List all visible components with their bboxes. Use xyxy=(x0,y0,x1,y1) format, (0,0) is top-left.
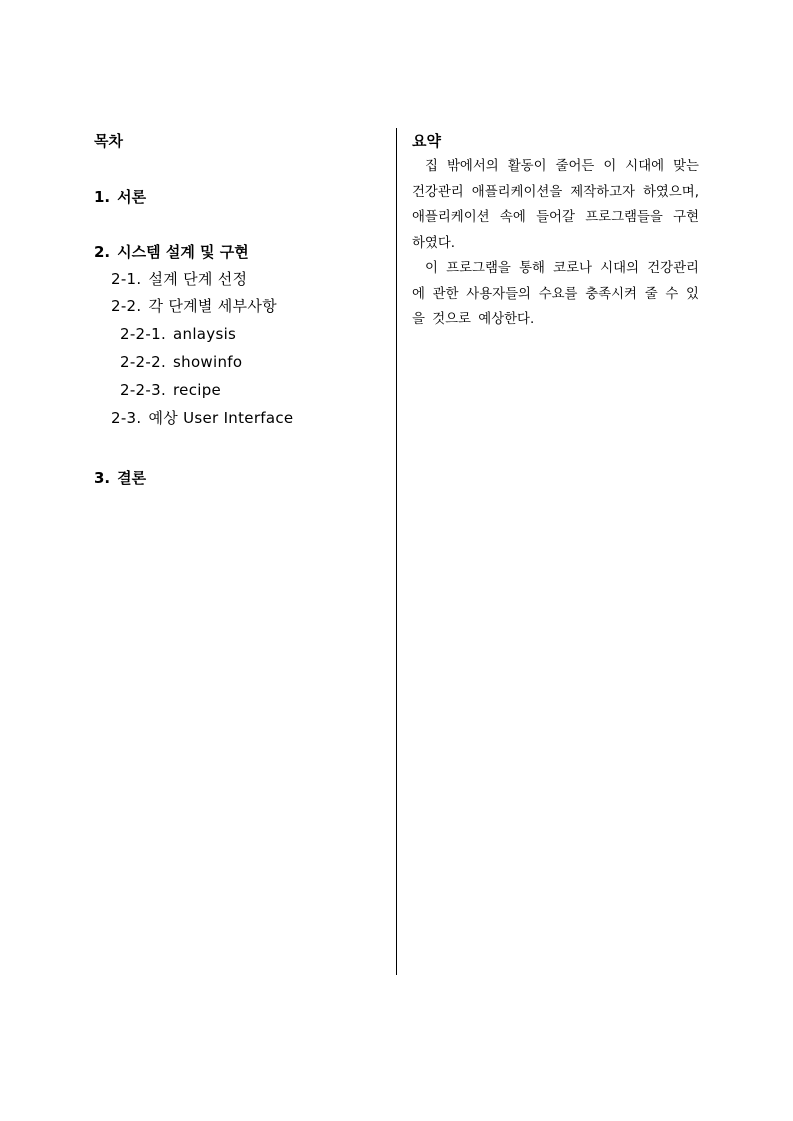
toc-section-introduction[interactable] xyxy=(94,184,146,210)
toc-subsection-label: 설계 단계 선정 xyxy=(148,270,248,288)
toc-section-system-design[interactable] xyxy=(94,239,249,265)
toc-section-label: 서론 xyxy=(117,188,147,206)
toc-subsection-label: anlaysis xyxy=(173,325,237,343)
toc-subsection-recipe[interactable] xyxy=(120,377,221,404)
toc-section-conclusion[interactable] xyxy=(94,465,146,491)
toc-subsection-number: 2-3. xyxy=(111,409,142,427)
table-of-contents xyxy=(94,128,384,487)
toc-subsection-number: 2-1. xyxy=(111,270,142,288)
toc-subsection-analysis[interactable] xyxy=(120,321,236,348)
toc-subsection-label: 각 단계별 세부사항 xyxy=(148,297,277,315)
toc-subsection-stage-details[interactable] xyxy=(111,293,277,320)
toc-subsection-number: 2-2-3. xyxy=(120,381,167,399)
toc-subsection-label: recipe xyxy=(173,381,222,399)
toc-section-number: 2. xyxy=(94,243,111,261)
toc-subsection-user-interface[interactable] xyxy=(111,405,293,432)
toc-subsection-number: 2-2-1. xyxy=(120,325,167,343)
summary-section xyxy=(412,128,699,333)
toc-subsection-showinfo[interactable] xyxy=(120,349,242,376)
toc-section-label: 결론 xyxy=(117,469,147,487)
summary-paragraph-1: 집 밖에서의 활동이 줄어든 이 시대에 맞는 건강관리 애플리케이션을 제작하고자 하였으며, 애플리케이션 속에 들어갈 프로그램들을 구현하였다. xyxy=(412,159,699,251)
toc-subsection-design-stage[interactable] xyxy=(111,266,247,293)
toc-subsection-number: 2-2. xyxy=(111,297,142,315)
toc-title: 목차 xyxy=(94,132,123,150)
toc-section-number: 1. xyxy=(94,188,111,206)
toc-subsection-label: showinfo xyxy=(173,353,243,371)
toc-section-label: 시스템 설계 및 구현 xyxy=(117,243,249,261)
column-divider xyxy=(396,128,397,975)
toc-subsection-label: 예상 User Interface xyxy=(148,409,294,427)
summary-paragraph-2: 이 프로그램을 통해 코로나 시대의 건강관리에 관한 사용자들의 수요를 충족시켜 줄 수 있을 것으로 예상한다. xyxy=(412,261,699,327)
toc-section-number: 3. xyxy=(94,469,111,487)
toc-subsection-number: 2-2-2. xyxy=(120,353,167,371)
summary-title: 요약 xyxy=(412,132,441,150)
